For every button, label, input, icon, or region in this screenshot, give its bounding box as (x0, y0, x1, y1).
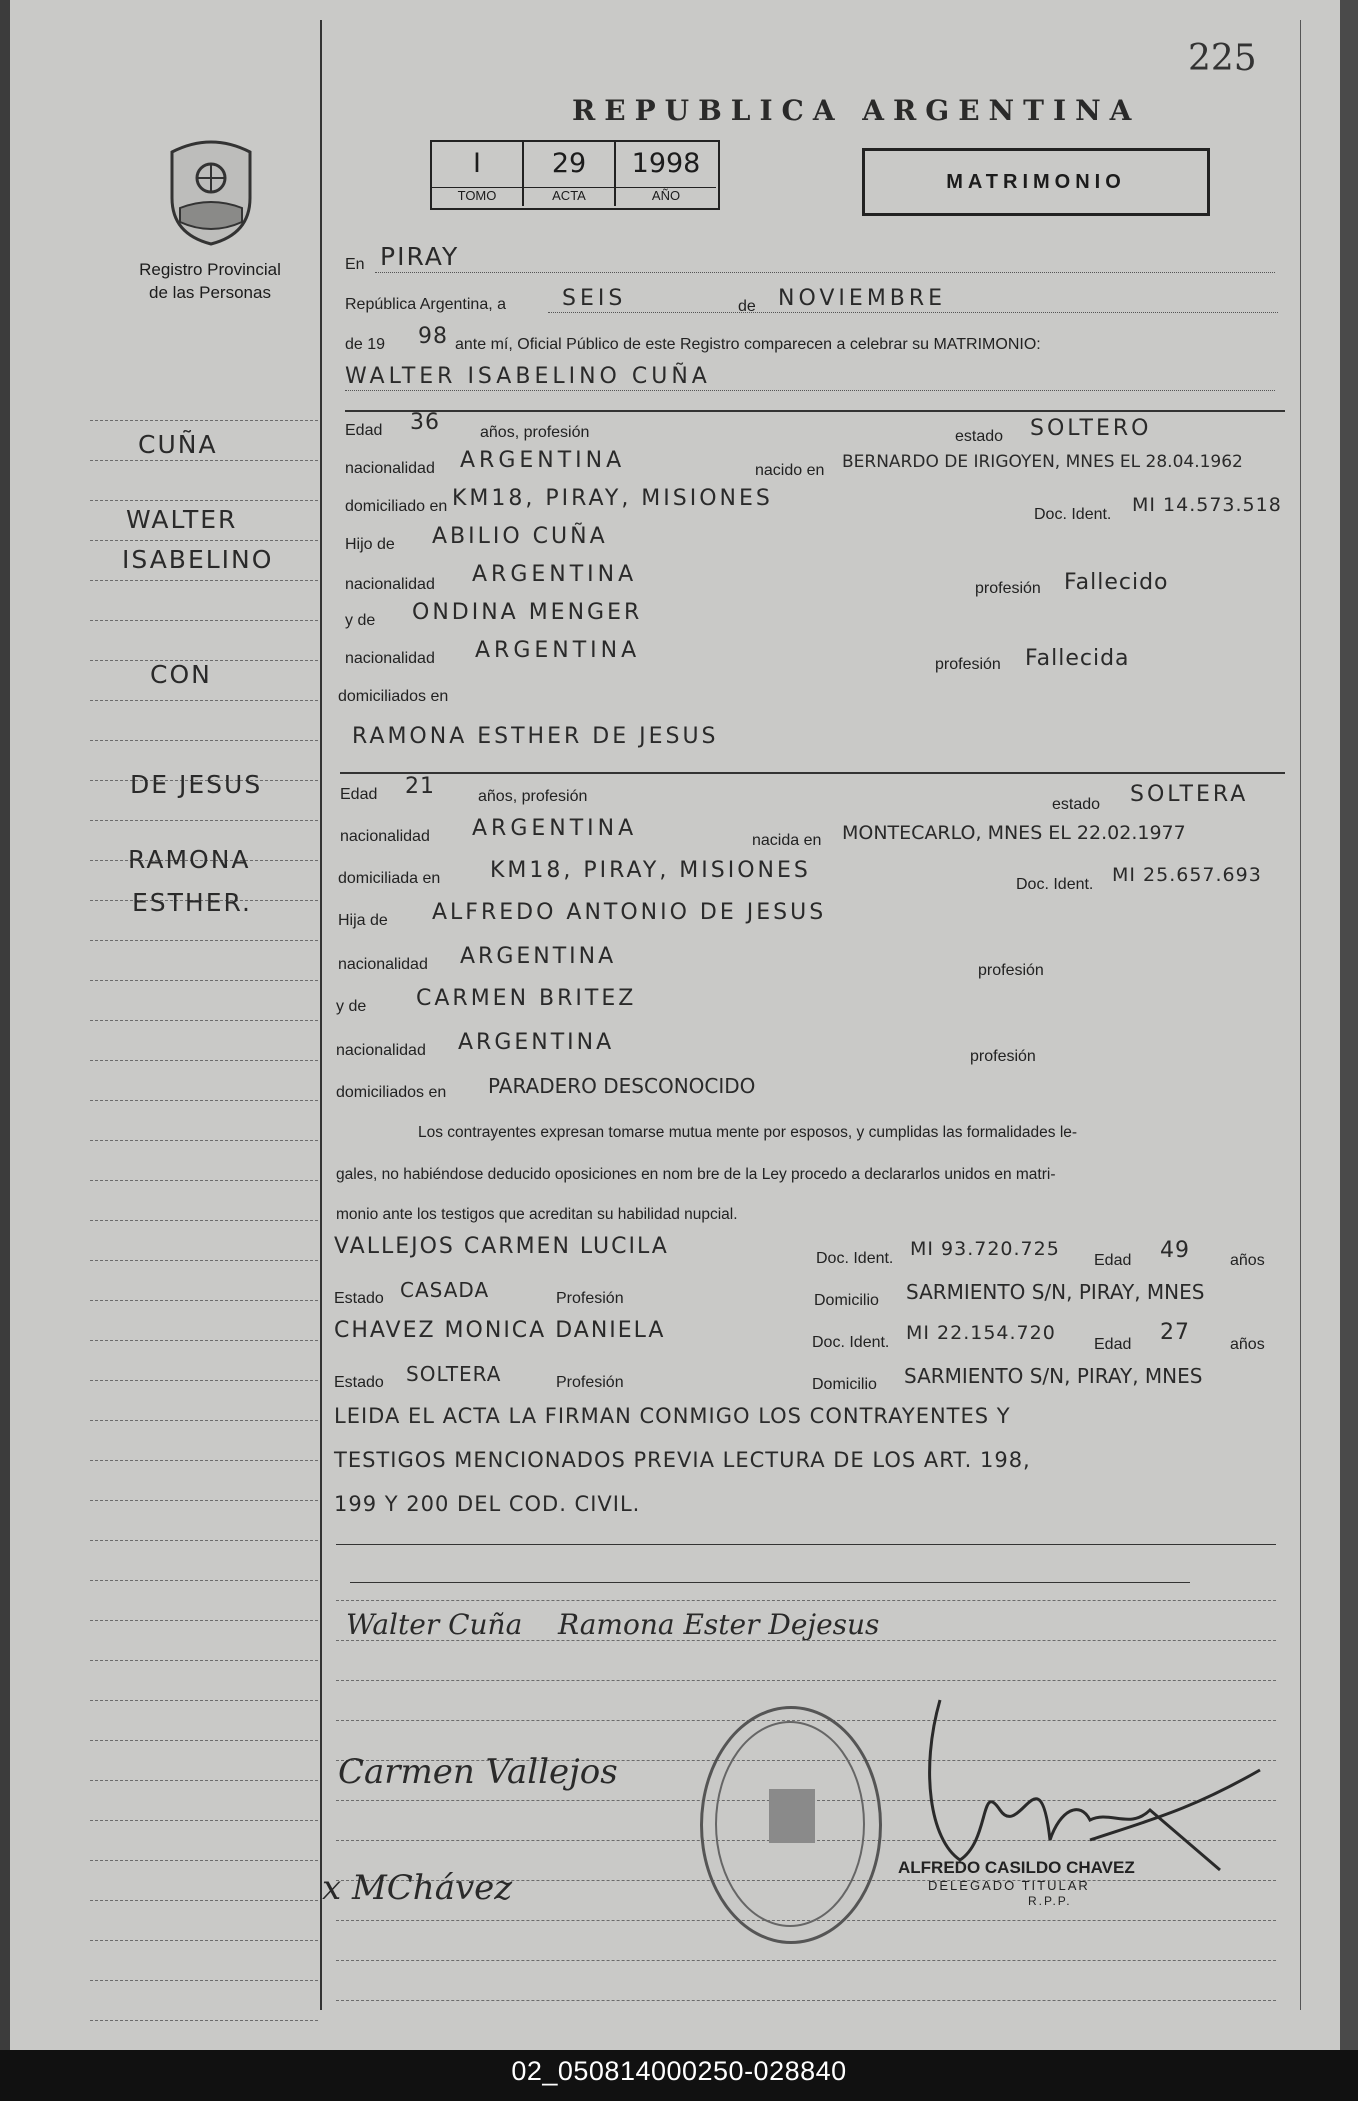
margin-ruled-line (90, 1660, 318, 1661)
value-groom-nacido: BERNARDO DE IRIGOYEN, MNES EL 28.04.1962 (842, 452, 1243, 472)
margin-ruled-line (90, 700, 318, 701)
value-witness1-age: 49 (1160, 1238, 1190, 1263)
value-groom-doc: MI 14.573.518 (1132, 494, 1282, 516)
label-nacionalidad-groom-padre: nacionalidad (345, 576, 435, 593)
registry-line2: de las Personas (149, 283, 271, 302)
label-republica: República Argentina, a (345, 296, 506, 313)
document-type: MATRIMONIO (862, 148, 1210, 216)
margin-ruled-line (90, 1100, 318, 1101)
label-estado-bride: estado (1052, 796, 1101, 813)
margin-ruled-line (90, 1900, 318, 1901)
value-groom-name: WALTER ISABELINO CUÑA (345, 364, 711, 389)
margin-ruled-line (90, 740, 318, 741)
value-witness1-estado: CASADA (400, 1278, 490, 1302)
label-edad-witness2: Edad (1094, 1336, 1132, 1353)
value-bride-doc: MI 25.657.693 (1112, 864, 1262, 886)
margin-rule (320, 20, 322, 2010)
document-title: REPUBLICA ARGENTINA (572, 94, 1141, 127)
value-groom-madre: ONDINA MENGER (412, 600, 643, 625)
signature-witness2: x MChávez (322, 1868, 513, 1908)
divider-groom (345, 410, 1285, 412)
value-bride-padre-nac: ARGENTINA (460, 944, 617, 969)
label-profesion-groom-padre: profesión (975, 580, 1041, 597)
right-rule (1300, 20, 1301, 2010)
margin-ruled-line (90, 1540, 318, 1541)
closing-line1: LEIDA EL ACTA LA FIRMAN CONMIGO LOS CONTRAYENTES Y (334, 1404, 1011, 1428)
value-witness2-age: 27 (1160, 1320, 1190, 1345)
label-edad-bride: Edad (340, 786, 378, 803)
margin-note-bride-surname: DE JESUS (130, 770, 263, 799)
closing-line3: 199 Y 200 DEL COD. CIVIL. (334, 1492, 641, 1516)
label-doc-witness2: Doc. Ident. (812, 1334, 890, 1351)
label-nacido-en: nacido en (755, 462, 825, 479)
official-name: ALFREDO CASILDO CHAVEZ (898, 1858, 1135, 1877)
label-ante-mi: ante mí, Oficial Público de este Registro comparecen a celebrar su MATRIMONIO: (455, 336, 1041, 353)
margin-ruled-line (90, 1940, 318, 1941)
margin-ruled-line (90, 1300, 318, 1301)
value-bride-nacida: MONTECARLO, MNES EL 22.02.1977 (842, 822, 1186, 844)
label-de-19: de 19 (345, 336, 386, 353)
label-nacionalidad-groom: nacionalidad (345, 460, 435, 477)
margin-ruled-line (90, 500, 318, 501)
value-bride-padre: ALFREDO ANTONIO DE JESUS (432, 900, 827, 925)
margin-ruled-line (90, 1420, 318, 1421)
registry-name (112, 258, 308, 304)
label-profesion-witness1: Profesión (556, 1290, 624, 1307)
margin-ruled-line (90, 940, 318, 941)
value-groom-domicilio: KM18, PIRAY, MISIONES (452, 486, 773, 511)
margin-ruled-line (90, 1500, 318, 1501)
official-org: R.P.P. (1028, 1894, 1072, 1908)
margin-ruled-line (90, 620, 318, 621)
label-edad-groom: Edad (345, 422, 383, 439)
label-anos-profesion-bride: años, profesión (478, 788, 588, 805)
label-estado-witness1: Estado (334, 1290, 384, 1307)
margin-ruled-line (90, 1140, 318, 1141)
value-bride-estado: SOLTERA (1130, 782, 1249, 807)
value-witness1-domicilio: SARMIENTO S/N, PIRAY, MNES (906, 1280, 1205, 1304)
label-doc-bride: Doc. Ident. (1016, 876, 1094, 893)
value-groom-padre: ABILIO CUÑA (432, 524, 608, 549)
value-bride-name: RAMONA ESTHER DE JESUS (352, 724, 719, 749)
value-groom-padre-nac: ARGENTINA (472, 562, 638, 587)
value-month: NOVIEMBRE (778, 286, 947, 311)
value-year: 98 (418, 324, 448, 349)
value-groom-nacionalidad: ARGENTINA (460, 448, 626, 473)
margin-ruled-line (90, 1740, 318, 1741)
label-nacionalidad-groom-madre: nacionalidad (345, 650, 435, 667)
body-ruled-line (336, 1600, 1276, 1601)
value-witness2-name: CHAVEZ MONICA DANIELA (334, 1318, 666, 1343)
tomo-label: TOMO (432, 187, 522, 203)
value-bride-padres-domicilio: PARADERO DESCONOCIDO (488, 1074, 756, 1098)
acta-cell (524, 142, 616, 206)
anio-label: AÑO (616, 187, 716, 203)
value-witness1-name: VALLEJOS CARMEN LUCILA (334, 1234, 669, 1259)
label-doc-groom: Doc. Ident. (1034, 506, 1112, 523)
label-anos-witness1: años (1230, 1252, 1265, 1269)
closing-rule (336, 1544, 1276, 1545)
value-bride-nacionalidad: ARGENTINA (472, 816, 638, 841)
margin-ruled-line (90, 1380, 318, 1381)
registry-line1: Registro Provincial (139, 260, 281, 279)
official-title: DELEGADO TITULAR (928, 1878, 1090, 1893)
label-anos-witness2: años (1230, 1336, 1265, 1353)
acta-value: 29 (551, 148, 587, 179)
margin-ruled-line (90, 1620, 318, 1621)
margin-ruled-line (90, 1860, 318, 1861)
value-bride-age: 21 (405, 774, 435, 799)
anio-value: 1998 (631, 148, 701, 179)
label-estado-groom: estado (955, 428, 1004, 445)
declaration-line3: monio ante los testigos que acreditan su habilidad nupcial. (336, 1206, 738, 1223)
value-groom-madre-prof: Fallecida (1025, 646, 1130, 671)
value-groom-estado: SOLTERO (1030, 416, 1152, 441)
label-domiciliada-bride: domiciliada en (338, 870, 441, 887)
signature-witness1: Carmen Vallejos (338, 1752, 618, 1792)
margin-ruled-line (90, 1340, 318, 1341)
value-groom-padre-prof: Fallecido (1064, 570, 1169, 595)
margin-ruled-line (90, 1580, 318, 1581)
value-bride-domicilio: KM18, PIRAY, MISIONES (490, 858, 811, 883)
acta-label: ACTA (524, 187, 614, 203)
margin-ruled-line (90, 980, 318, 981)
label-y-de-groom: y de (345, 612, 376, 629)
margin-ruled-line (90, 1700, 318, 1701)
label-edad-witness1: Edad (1094, 1252, 1132, 1269)
label-domiciliados-groom: domiciliados en (338, 688, 449, 705)
margin-note-con: CON (150, 660, 212, 689)
value-place: PIRAY (380, 242, 460, 271)
margin-ruled-line (90, 580, 318, 581)
label-domiciliados-bride: domiciliados en (336, 1084, 447, 1101)
label-domiciliado-groom: domiciliado en (345, 498, 448, 515)
closing-arrow-line (350, 1582, 1190, 1583)
record-box (430, 140, 720, 210)
label-nacida-en: nacida en (752, 832, 822, 849)
margin-ruled-line (90, 1180, 318, 1181)
margin-ruled-line (90, 1060, 318, 1061)
margin-ruled-line (90, 1980, 318, 1981)
margin-ruled-line (90, 1260, 318, 1261)
signature-bride: Ramona Ester Dejesus (558, 1608, 880, 1641)
closing-line2: TESTIGOS MENCIONADOS PREVIA LECTURA DE LOS ART. 198, (334, 1448, 1031, 1472)
tomo-value: I (473, 148, 481, 179)
margin-ruled-line (90, 540, 318, 541)
label-profesion-witness2: Profesión (556, 1374, 624, 1391)
signature-groom: Walter Cuña (346, 1608, 523, 1641)
body-ruled-line (336, 1960, 1276, 1961)
line-date (548, 312, 1278, 313)
label-profesion-bride-padre: profesión (978, 962, 1044, 979)
value-bride-madre: CARMEN BRITEZ (416, 986, 637, 1011)
label-hijo-de: Hijo de (345, 536, 395, 553)
margin-ruled-line (90, 460, 318, 461)
page-edge (1340, 0, 1358, 2101)
margin-note-bride-firstname: RAMONA (128, 845, 251, 874)
margin-ruled-line (90, 1820, 318, 1821)
label-nacionalidad-bride-madre: nacionalidad (336, 1042, 426, 1059)
label-nacionalidad-bride-padre: nacionalidad (338, 956, 428, 973)
label-profesion-bride-madre: profesión (970, 1048, 1036, 1065)
margin-ruled-line (90, 1220, 318, 1221)
value-witness1-doc: MI 93.720.725 (910, 1238, 1060, 1260)
declaration-line1: Los contrayentes expresan tomarse mutua mente por esposos, y cumplidas las formalidades le- (418, 1124, 1078, 1141)
anio-cell (616, 142, 716, 206)
page-number: 225 (1188, 38, 1257, 79)
line-groom-name (345, 390, 1275, 391)
margin-note-middlename: ISABELINO (122, 545, 274, 574)
margin-ruled-line (90, 1780, 318, 1781)
label-y-de-bride: y de (336, 998, 367, 1015)
margin-ruled-line (90, 420, 318, 421)
body-ruled-line (336, 1680, 1276, 1681)
scan-id: 02_050814000250-028840 (511, 2056, 847, 2086)
label-profesion-groom-madre: profesión (935, 656, 1001, 673)
value-groom-age: 36 (410, 410, 440, 435)
margin-note-firstname: WALTER (126, 505, 238, 534)
margin-ruled-line (90, 1020, 318, 1021)
binding-spine (0, 0, 10, 2101)
margin-ruled-line (90, 2020, 318, 2021)
value-bride-madre-nac: ARGENTINA (458, 1030, 615, 1055)
label-hija-de: Hija de (338, 912, 388, 929)
value-witness2-domicilio: SARMIENTO S/N, PIRAY, MNES (904, 1364, 1203, 1388)
label-estado-witness2: Estado (334, 1374, 384, 1391)
label-en: En (345, 256, 365, 273)
provincial-seal-icon (162, 138, 260, 246)
declaration-line2: gales, no habiéndose deducido oposiciones en nom bre de la Ley procedo a declararlos unidos en matri- (336, 1166, 1056, 1183)
label-nacionalidad-bride: nacionalidad (340, 828, 430, 845)
tomo-cell (432, 142, 524, 206)
line-place (375, 272, 1275, 273)
body-ruled-line (336, 2000, 1276, 2001)
value-day: SEIS (562, 286, 627, 311)
margin-note-surname: CUÑA (138, 430, 218, 459)
margin-ruled-line (90, 820, 318, 821)
label-doc-witness1: Doc. Ident. (816, 1250, 894, 1267)
margin-ruled-line (90, 1460, 318, 1461)
label-domicilio-witness1: Domicilio (814, 1292, 879, 1309)
label-domicilio-witness2: Domicilio (812, 1376, 877, 1393)
divider-bride (340, 772, 1285, 774)
label-de: de (738, 298, 756, 315)
value-witness2-estado: SOLTERA (406, 1362, 502, 1386)
value-groom-madre-nac: ARGENTINA (475, 638, 641, 663)
margin-note-bride-middlename: ESTHER. (132, 888, 252, 917)
label-anos-profesion-groom: años, profesión (480, 424, 590, 441)
value-witness2-doc: MI 22.154.720 (906, 1322, 1056, 1344)
